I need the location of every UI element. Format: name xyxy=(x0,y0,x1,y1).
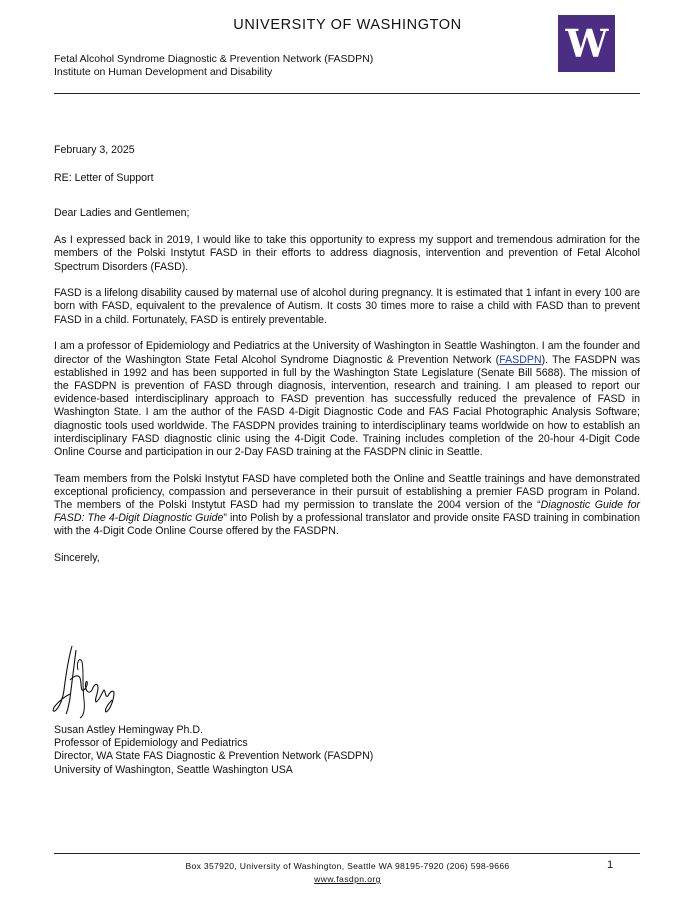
paragraph-4-text-b: ” into Polish by a professional translator and provide onsite FASD training in combination with the 4-Digit Code Online Course offered by the FASDPN. xyxy=(54,512,640,538)
network-name: Fetal Alcohol Syndrome Diagnostic & Prevention Network (FASDPN) xyxy=(54,53,374,65)
footer-divider xyxy=(54,853,640,854)
guide-title: Diagnostic Guide for FASD: The 4-Digit Diagnostic Guide xyxy=(54,499,640,525)
paragraph-3-text-b: ). The FASDPN was established in 1992 and has been supported in full by the Washington State Legislature (Senate Bill 5688). The mission of the FASDPN is prevention of FASD through diagnosis, intervention, research and training. I am pleased to report our evidence-based interdisciplinary approach to FASD prevention has successfully reduced the prevalence of FASD in Washington State. I am the author of the FASD 4-Digit Diagnostic Code and FAS Facial Photographic Analysis Software; diagnostic tools used worldwide. The FASDPN provides training to interdisciplinary teams worldwide on how to establish an interdisciplinary FASD diagnostic clinic using the 4-Digit Code. Training includes completion of the 20-hour 4-Digit Code Online Course and participation in our 2-Day FASD training at the FASDPN clinic in Seattle. xyxy=(54,353,640,458)
paragraph-4-text-a: Team members from the Polski Instytut FASD have completed both the Online and Seattle trainings and have demonstrated exceptional proficiency, compassion and perseverance in their pursuit of establishing a premier FASD program in Poland. The members of the Polski Instytut FASD had my permission to translate the 2004 version of the “ xyxy=(54,472,640,512)
paragraph-4 xyxy=(54,473,640,539)
header-divider xyxy=(54,93,640,94)
letter-subject: RE: Letter of Support xyxy=(54,172,154,185)
signature-block xyxy=(54,724,373,777)
letter-closing: Sincerely, xyxy=(54,552,100,565)
paragraph-1: As I expressed back in 2019, I would like to take this opportunity to express my support and tremendous admiration for the members of the Polski Instytut FASD in their efforts to address diagnosis, intervention and prevention of Fetal Alcohol Spectrum Disorders (FASD). xyxy=(54,234,640,273)
institute-name: Institute on Human Development and Disability xyxy=(54,66,273,78)
letter-body xyxy=(54,144,640,565)
uw-logo xyxy=(558,15,615,72)
uw-logo-letter: W xyxy=(565,20,608,66)
signer-role: Director, WA State FAS Diagnostic & Prevention Network (FASDPN) xyxy=(54,750,374,763)
signer-institution: University of Washington, Seattle Washington USA xyxy=(54,763,293,776)
paragraph-3-text-a: I am a professor of Epidemiology and Pediatrics at the University of Washington in Seattle Washington. I am the founder and director of the Washington State Fetal Alcohol Syndrome Diagnostic & Prevention Network ( xyxy=(54,340,640,366)
university-title: UNIVERSITY OF WASHINGTON xyxy=(233,17,462,33)
letter-salutation: Dear Ladies and Gentlemen; xyxy=(54,207,190,220)
handwritten-signature xyxy=(50,640,120,722)
letterhead-network xyxy=(54,53,373,79)
signer-name: Susan Astley Hemingway Ph.D. xyxy=(54,724,203,736)
footer-address: Box 357920, University of Washington, Seattle WA 98195-7920 (206) 598-9666 xyxy=(185,861,510,871)
page-number: 1 xyxy=(607,859,614,871)
paragraph-3 xyxy=(54,340,640,459)
footer-website-link[interactable]: www.fasdpn.org xyxy=(314,874,381,884)
letter-date: February 3, 2025 xyxy=(54,144,135,156)
paragraph-2: FASD is a lifelong disability caused by maternal use of alcohol during pregnancy. It is estimated that 1 infant in every 100 are born with FASD, equivalent to the prevalence of Autism. It costs 30 times more to raise a child with FASD than to prevent FASD in a child. Fortunately, FASD is entirely preventable. xyxy=(54,287,640,326)
signer-title: Professor of Epidemiology and Pediatrics xyxy=(54,737,248,750)
fasdpn-link[interactable]: FASDPN xyxy=(499,353,542,366)
